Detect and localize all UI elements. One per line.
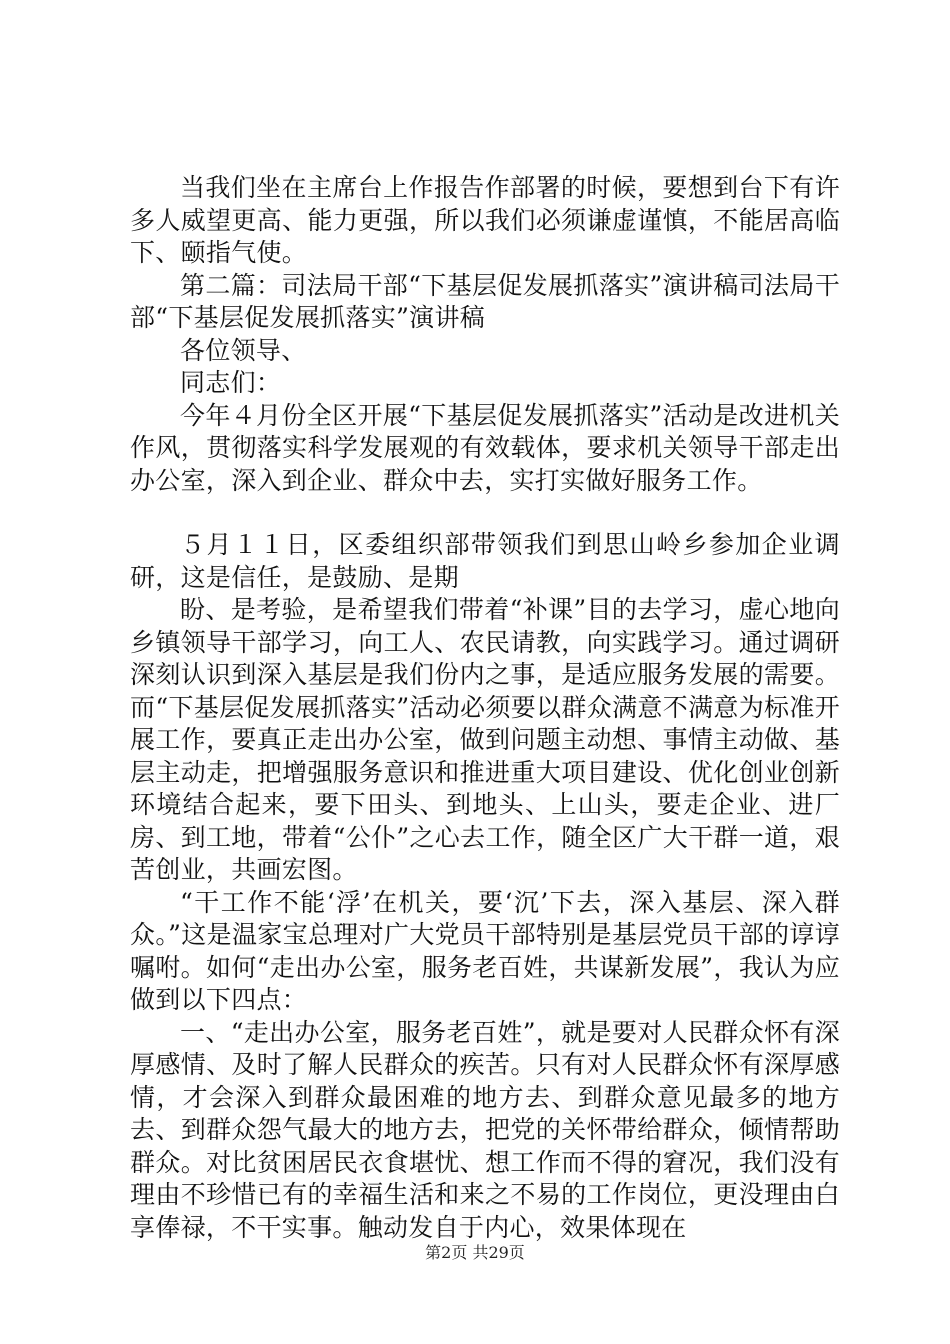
page-number-footer: 第2页 共29页 — [425, 1243, 525, 1262]
salutation-leaders: 各位领导、 — [180, 335, 307, 365]
paragraph-title-part-two: 第二篇：司法局干部“下基层促发展抓落实”演讲稿司法局干部“下基层促发展抓落实”演讲稿 — [130, 270, 840, 332]
paragraph-5: “干工作不能‘浮’在机关，要‘沉’下去，深入基层、深入群众。”这是温家宝总理对广大党员干部特别是基层党员干部的谆谆嘱咐。如何“走出办公室，服务老百姓，共谋新发展”，我认为应做到以下四点： — [130, 887, 840, 1014]
document-body — [130, 172, 840, 1244]
paragraph-4: 盼、是考验，是希望我们带着“补课”目的去学习，虚心地向乡镇领导干部学习，向工人、农民请教，向实践学习。通过调研深刻认识到深入基层是我们份内之事，是适应服务发展的需要。而“下基层促发展抓落实”活动必须要以群众满意不满意为标准开展工作，要真正走出办公室，做到问题主动想、事情主动做、基层主动走，把增强服务意识和推进重大项目建设、优化创业创新环境结合起来，要下田头、到地头、上山头，要走企业、进厂房、到工地，带着“公仆”之心去工作，随全区广大干群一道，艰苦创业，共画宏图。 — [130, 595, 840, 884]
paragraph-3: ５月１１日，区委组织部带领我们到思山岭乡参加企业调研，这是信任，是鼓励、是期 — [130, 530, 840, 592]
paragraph-spacer — [130, 497, 840, 529]
paragraph-2: 今年４月份全区开展“下基层促发展抓落实”活动是改进机关作风，贯彻落实科学发展观的有效载体，要求机关领导干部走出办公室，深入到企业、群众中去，实打实做好服务工作。 — [130, 400, 840, 495]
paragraph-6: 一、“走出办公室，服务老百姓”，就是要对人民群众怀有深厚感情、及时了解人民群众的疾苦。只有对人民群众怀有深厚感情，才会深入到群众最困难的地方去、到群众意见最多的地方去、到群众怨气最大的地方去，把党的关怀带给群众，倾情帮助群众。对比贫困居民衣食堪忧、想工作而不得的窘况，我们没有理由不珍惜已有的幸福生活和来之不易的工作岗位，更没理由白享俸禄，不干实事。触动发自于内心，效果体现在 — [130, 1017, 840, 1242]
salutation-comrades: 同志们： — [180, 368, 282, 397]
paragraph-1: 当我们坐在主席台上作报告作部署的时候，要想到台下有许多人威望更高、能力更强，所以我们必须谦虚谨慎，不能居高临下、颐指气使。 — [130, 173, 840, 267]
